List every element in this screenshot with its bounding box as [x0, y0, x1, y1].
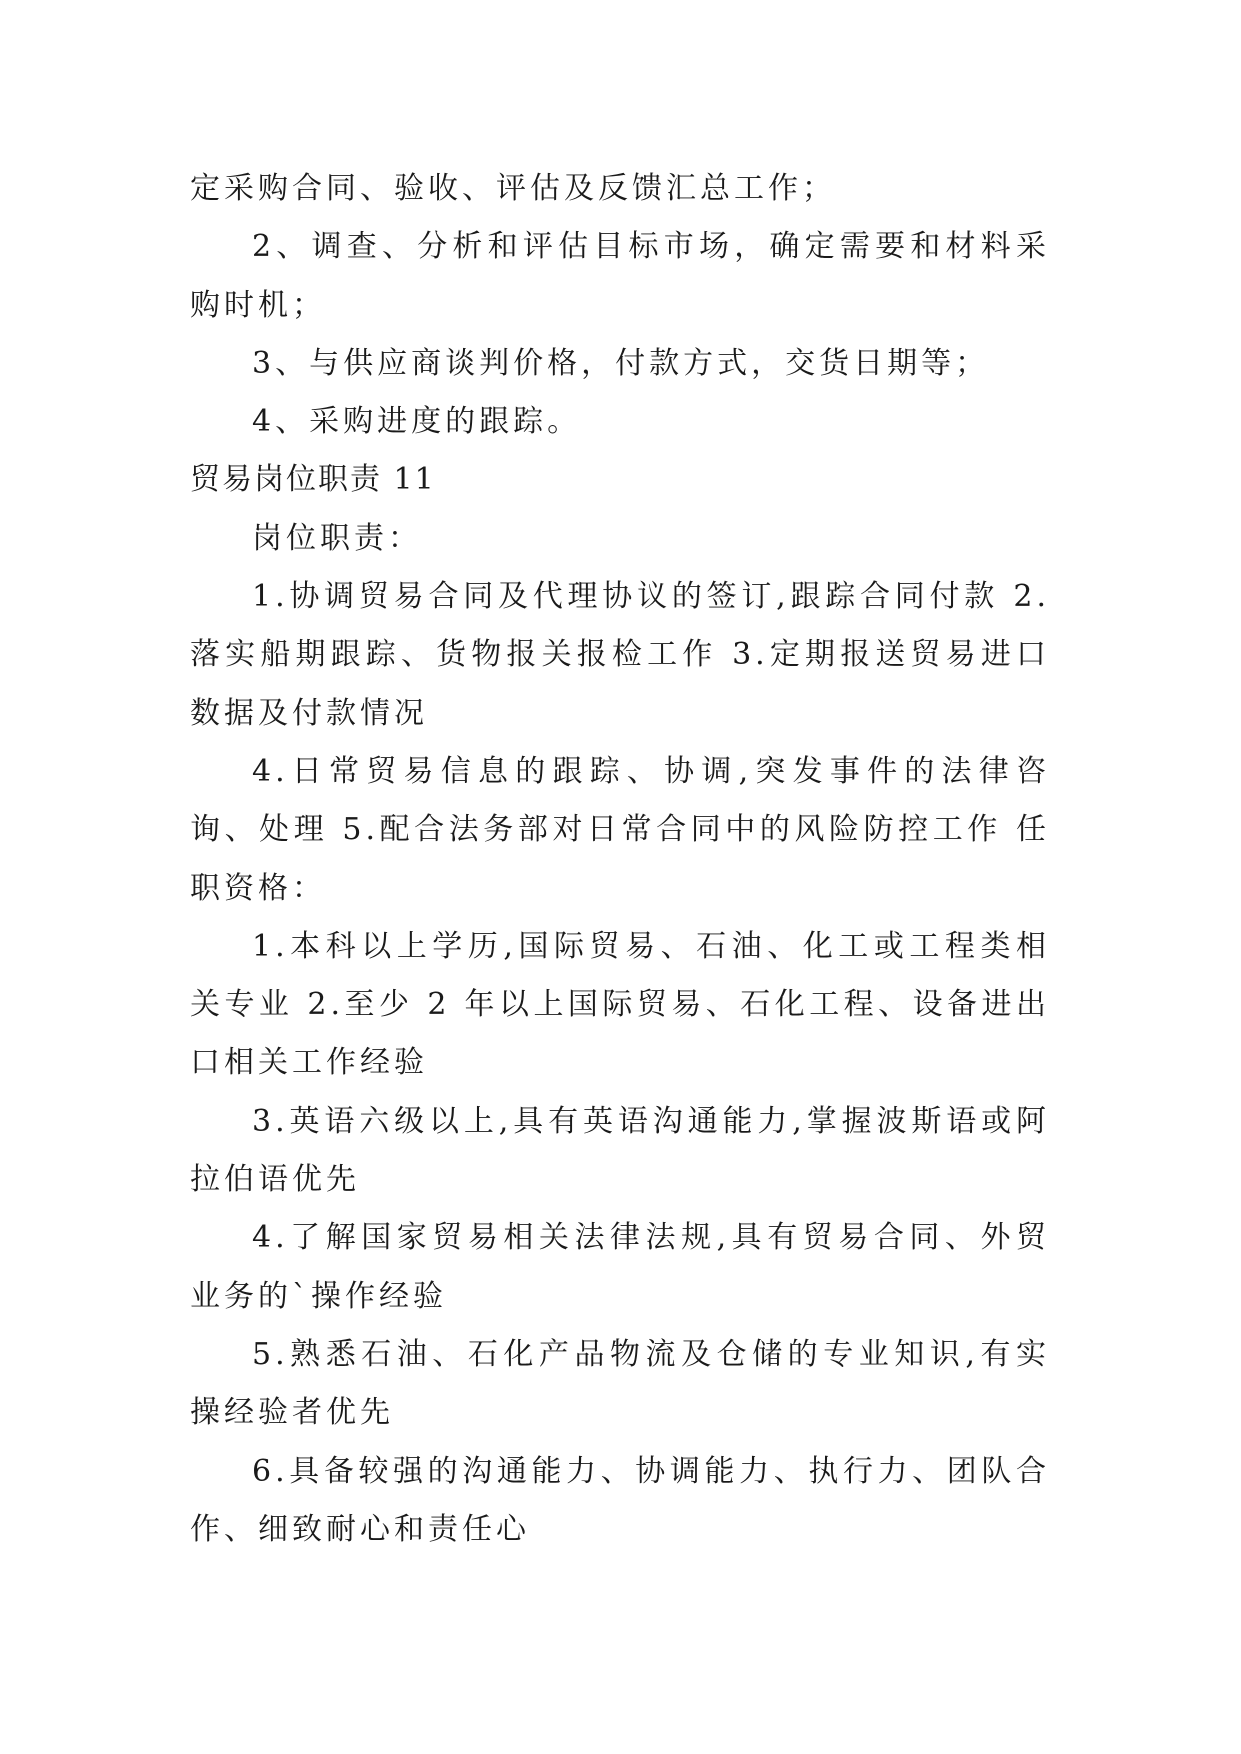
paragraph-duties-4-5: 4.日常贸易信息的跟踪、协调,突发事件的法律咨询、处理 5.配合法务部对日常合同中的风险防控工作 任职资格：	[190, 753, 1050, 906]
document-body	[190, 160, 1050, 1559]
paragraph-duty-4: 4、采购进度的跟踪。	[252, 404, 582, 440]
paragraph-duties-1-3: 1.协调贸易合同及代理协议的签订,跟踪合同付款 2.落实船期跟踪、货物报关报检工作 3.定期报送贸易进口数据及付款情况	[190, 579, 1050, 731]
section-heading: 贸易岗位职责 11	[190, 462, 436, 498]
paragraph-duty-2: 2、调查、分析和评估目标市场，确定需要和材料采购时机；	[190, 229, 1050, 323]
paragraph-qualification-6: 6.具备较强的沟通能力、协调能力、执行力、团队合作、细致耐心和责任心	[190, 1453, 1050, 1547]
paragraph-qualification-3: 3.英语六级以上,具有英语沟通能力,掌握波斯语或阿拉伯语优先	[190, 1103, 1050, 1198]
paragraph-duties-label: 岗位职责：	[252, 520, 422, 556]
paragraph-qualification-4: 4.了解国家贸易相关法律法规,具有贸易合同、外贸业务的`操作经验	[190, 1220, 1050, 1314]
paragraph-qualification-1-2: 1.本科以上学历,国际贸易、石油、化工或工程类相关专业 2.至少 2 年以上国际贸易、石化工程、设备进出口相关工作经验	[190, 928, 1050, 1081]
paragraph-qualification-5: 5.熟悉石油、石化产品物流及仓储的专业知识,有实操经验者优先	[190, 1336, 1050, 1431]
paragraph-continued-duties: 定采购合同、验收、评估及反馈汇总工作；	[190, 171, 836, 206]
paragraph-duty-3: 3、与供应商谈判价格，付款方式，交货日期等；	[252, 345, 990, 381]
